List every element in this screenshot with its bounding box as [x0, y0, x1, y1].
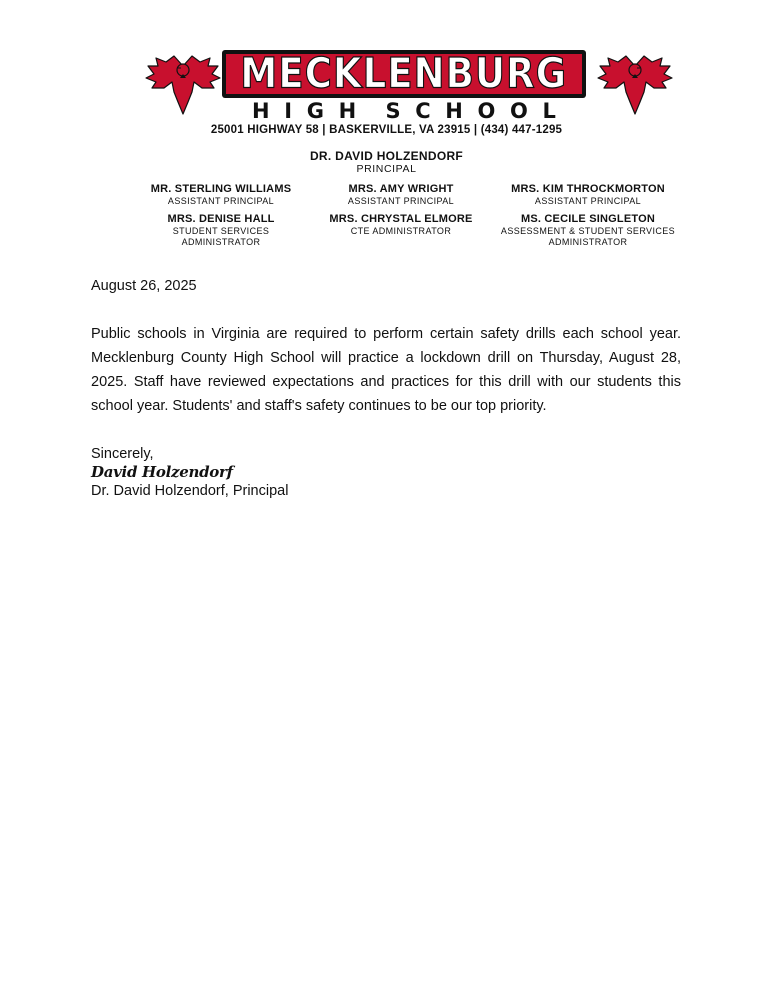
staff-title: ADMINISTRATOR — [548, 237, 628, 247]
eagle-icon — [144, 52, 222, 118]
letter-closing: Sincerely, — [91, 446, 154, 462]
subtitle-letter: G — [306, 98, 324, 123]
staff-name: MRS. CHRYSTAL ELMORE — [329, 213, 473, 225]
staff-member — [126, 183, 316, 207]
staff-member — [306, 183, 496, 207]
school-name: MECKLENBURG — [240, 49, 568, 99]
subtitle-letter: H — [338, 98, 357, 123]
eagle-icon — [596, 52, 674, 118]
wordmark-banner — [222, 50, 586, 98]
staff-member — [493, 213, 683, 248]
subtitle-letter: O — [509, 98, 528, 123]
signer-name: Dr. David Holzendorf, Principal — [91, 483, 289, 499]
subtitle-letter: C — [415, 98, 431, 123]
staff-title: STUDENT SERVICES — [172, 226, 270, 236]
subtitle-letter: L — [542, 98, 556, 123]
subtitle-letter: H — [445, 98, 463, 123]
letterhead — [0, 0, 773, 260]
staff-member — [126, 213, 316, 248]
letter-date: August 26, 2025 — [91, 278, 197, 294]
staff-title: ASSISTANT PRINCIPAL — [534, 196, 642, 206]
staff-name: MS. CECILE SINGLETON — [521, 213, 655, 225]
staff-name: MRS. KIM THROCKMORTON — [511, 183, 665, 195]
staff-title: ASSISTANT PRINCIPAL — [167, 196, 275, 206]
letter-body: Public schools in Virginia are required to perform certain safety drills each school year. Mecklenburg County High School will practice a lockdown drill on Thursday, August 28, 2025. Staff have reviewed expectations and practices for this drill with our students this school year. Students' and staff's safety continues to be our top priority. — [91, 326, 681, 414]
staff-title: ASSISTANT PRINCIPAL — [347, 196, 455, 206]
principal-title: PRINCIPAL — [356, 163, 417, 175]
staff-name: MRS. AMY WRIGHT — [348, 183, 454, 195]
principal-name: DR. DAVID HOLZENDORF — [309, 149, 464, 163]
school-address: 25001 HIGHWAY 58 | BASKERVILLE, VA 23915 | (434) 447-1295 — [210, 124, 563, 136]
staff-name: MR. STERLING WILLIAMS — [150, 183, 292, 195]
staff-member — [493, 183, 683, 207]
staff-title: ADMINISTRATOR — [181, 237, 261, 247]
school-subtitle — [252, 100, 556, 122]
staff-title: CTE ADMINISTRATOR — [350, 226, 452, 236]
signature: David Holzendorf — [91, 463, 233, 481]
subtitle-letter: S — [385, 98, 401, 123]
school-wordmark — [222, 50, 586, 126]
staff-title: ASSESSMENT & STUDENT SERVICES — [500, 226, 676, 236]
subtitle-letter: O — [477, 98, 496, 123]
subtitle-letter: I — [284, 98, 293, 123]
staff-member — [306, 213, 496, 237]
staff-name: MRS. DENISE HALL — [167, 213, 275, 225]
subtitle-letter: H — [252, 98, 270, 123]
